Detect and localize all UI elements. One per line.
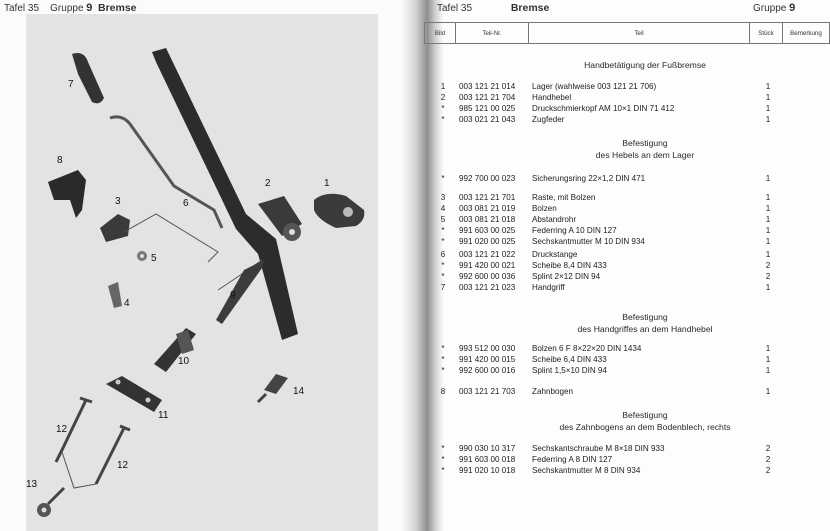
col-teilnr: Teil-Nr. [456, 23, 529, 44]
left-title: Bremse [97, 2, 137, 14]
row-part-name: Sicherungsring 22×1,2 DIN 471 [532, 174, 646, 183]
row-bild: * [441, 344, 445, 353]
row-bild: * [441, 226, 445, 235]
row-part-number: 992 600 00 016 [459, 366, 516, 375]
row-quantity: 1 [765, 104, 771, 113]
exploded-view-photo [26, 14, 378, 531]
row-bild: * [441, 355, 445, 364]
right-tafel: Tafel 35 [437, 3, 473, 14]
row-part-number: 991 603 00 018 [459, 455, 516, 464]
right-page-header-right [753, 2, 795, 14]
row-bild: 1 [440, 82, 446, 91]
row-part-name: Zugfeder [532, 115, 565, 124]
right-title: Bremse [510, 2, 550, 14]
row-quantity: 1 [765, 204, 771, 213]
row-part-name: Splint 2×12 DIN 94 [532, 272, 601, 281]
row-quantity: 1 [765, 344, 771, 353]
row-bild: * [441, 455, 445, 464]
row-part-number: 985 121 00 025 [459, 104, 516, 113]
figure-label-3: 3 [115, 196, 121, 207]
row-part-number: 991 603 00 025 [459, 226, 516, 235]
row-quantity: 1 [765, 250, 771, 259]
left-tafel: Tafel 35 [4, 3, 40, 14]
col-bild: Bild [425, 23, 456, 44]
figure-label-14: 14 [293, 386, 305, 397]
row-part-number: 003 081 21 019 [459, 204, 516, 213]
row-part-number: 003 121 21 701 [459, 193, 516, 202]
row-part-name: Druckschmierkopf AM 10×1 DIN 71 412 [532, 104, 675, 113]
row-part-number: 003 121 21 023 [459, 283, 516, 292]
row-quantity: 2 [765, 455, 771, 464]
row-bild: 7 [440, 283, 446, 292]
section-title: Befestigung [622, 312, 668, 322]
figure-label-11: 11 [158, 410, 169, 421]
row-part-number: 003 121 21 014 [459, 82, 516, 91]
row-part-name: Bolzen [532, 204, 557, 213]
row-bild: * [441, 115, 445, 124]
figure-label-6: 6 [183, 198, 189, 209]
row-quantity: 1 [765, 115, 771, 124]
figure-label-2: 2 [265, 178, 271, 189]
col-bemerkung: Bemerkung [783, 23, 830, 44]
figure-label-1: 1 [324, 178, 330, 189]
row-part-number: 993 512 00 030 [459, 344, 516, 353]
row-part-name: Zahnbogen [532, 387, 573, 396]
row-bild: 8 [440, 387, 446, 396]
col-stueck: Stück [750, 23, 783, 44]
row-part-number: 003 121 21 703 [459, 387, 516, 396]
row-quantity: 1 [765, 283, 771, 292]
row-part-name: Scheibe 8,4 DIN 433 [532, 261, 607, 270]
row-part-number: 003 121 21 704 [459, 93, 516, 102]
section-title: Befestigung [622, 410, 668, 420]
figure-label-12b: 12 [117, 460, 129, 471]
row-part-number: 991 020 00 025 [459, 237, 516, 246]
row-bild: * [441, 444, 445, 453]
row-quantity: 2 [765, 466, 771, 475]
row-bild: * [441, 466, 445, 475]
figure-label-13: 13 [26, 479, 38, 490]
figure-label-4: 4 [124, 298, 130, 309]
row-part-name: Sechskantmutter M 8 DIN 934 [532, 466, 641, 475]
row-quantity: 1 [765, 366, 771, 375]
left-gruppe: Gruppe [50, 3, 84, 14]
row-part-name: Raste, mit Bolzen [532, 193, 596, 202]
figure-label-9: 9 [230, 290, 236, 301]
row-bild: 4 [440, 204, 446, 213]
figure-label-7: 7 [68, 79, 74, 90]
row-part-number: 003 081 21 018 [459, 215, 516, 224]
section-title: des Handgriffes an dem Handhebel [577, 324, 713, 334]
row-quantity: 2 [765, 261, 771, 270]
row-part-name: Abstandrohr [532, 215, 577, 224]
section-title: Handbetätigung der Fußbremse [584, 60, 706, 70]
right-gruppe-number: 9 [789, 2, 796, 14]
section-title: des Hebels an dem Lager [595, 150, 695, 160]
row-bild: * [441, 261, 445, 270]
row-part-name: Sechskantmutter M 10 DIN 934 [532, 237, 645, 246]
figure-label-12a: 12 [56, 424, 68, 435]
row-part-name: Scheibe 6,4 DIN 433 [532, 355, 607, 364]
row-bild: * [441, 104, 445, 113]
row-part-name: Druckstange [532, 250, 578, 259]
row-bild: * [441, 237, 445, 246]
right-gruppe: Gruppe [753, 3, 787, 14]
row-part-number: 992 700 00 023 [459, 174, 516, 183]
row-quantity: 1 [765, 193, 771, 202]
row-part-number: 003 021 21 043 [459, 115, 516, 124]
right-page-header-left [437, 2, 549, 14]
row-part-name: Handgriff [532, 283, 565, 292]
row-bild: * [441, 174, 445, 183]
row-quantity: 1 [765, 174, 771, 183]
figure-label-10: 10 [178, 356, 190, 367]
row-bild: * [441, 272, 445, 281]
row-quantity: 1 [765, 387, 771, 396]
row-part-name: Sechskantschraube M 8×18 DIN 933 [532, 444, 665, 453]
figure-label-8: 8 [57, 155, 63, 166]
left-gruppe-number: 9 [86, 2, 93, 14]
row-part-number: 991 020 10 018 [459, 466, 516, 475]
row-quantity: 1 [765, 237, 771, 246]
left-page-header [4, 2, 137, 14]
row-part-number: 991 420 00 021 [459, 261, 516, 270]
row-quantity: 1 [765, 355, 771, 364]
row-bild: 6 [440, 250, 446, 259]
row-part-name: Handhebel [532, 93, 572, 102]
row-quantity: 1 [765, 226, 771, 235]
row-bild: * [441, 366, 445, 375]
exploded-view-drawing [26, 14, 378, 531]
row-part-number: 992 600 00 036 [459, 272, 516, 281]
figure-label-5: 5 [151, 253, 157, 264]
col-teil: Teil [529, 23, 750, 44]
row-part-name: Splint 1,5×10 DIN 94 [532, 366, 607, 375]
row-quantity: 2 [765, 444, 771, 453]
row-part-name: Federring A 8 DIN 127 [532, 455, 613, 464]
row-part-number: 003 121 21 022 [459, 250, 516, 259]
row-bild: 3 [440, 193, 446, 202]
row-bild: 2 [440, 93, 446, 102]
row-part-number: 990 030 10 317 [459, 444, 516, 453]
row-part-name: Bolzen 6 F 8×22×20 DIN 1434 [532, 344, 642, 353]
row-part-name: Federring A 10 DIN 127 [532, 226, 617, 235]
section-title: Befestigung [622, 138, 668, 148]
parts-table-header [424, 22, 830, 44]
row-quantity: 1 [765, 82, 771, 91]
row-quantity: 2 [765, 272, 771, 281]
row-bild: 5 [440, 215, 446, 224]
row-quantity: 1 [765, 93, 771, 102]
row-part-name: Lager (wahlweise 003 121 21 706) [532, 82, 657, 91]
row-part-number: 991 420 00 015 [459, 355, 516, 364]
section-title: des Zahnbogens an dem Bodenblech, rechts [559, 422, 731, 432]
row-quantity: 1 [765, 215, 771, 224]
